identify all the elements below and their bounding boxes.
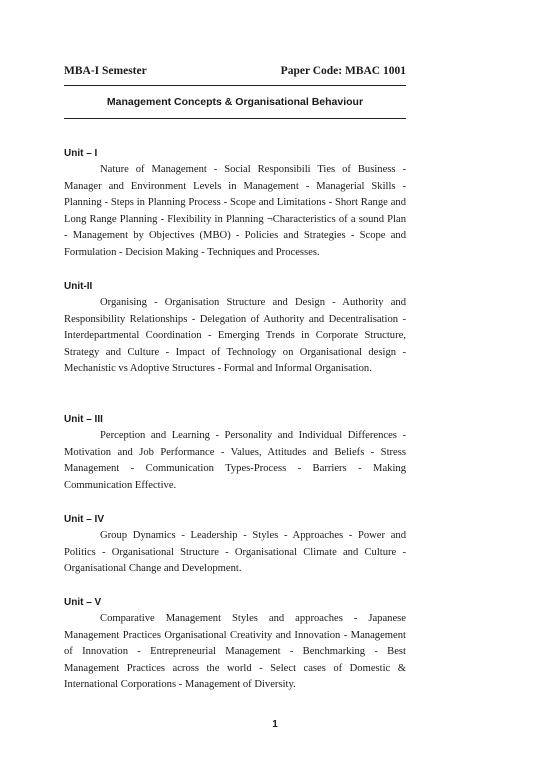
unit-heading: Unit – III [64, 414, 103, 425]
unit-body: Perception and Learning - Personality and Individual Differences - Motivation and Job Performance - Values, Attitudes and Beliefs - Stress Management - Communication Types-Process - Barriers - Making Communication Effective. [64, 430, 406, 491]
header-rule-top [64, 85, 406, 86]
unit-section-3 [64, 413, 406, 494]
page-header [64, 64, 406, 78]
document-title: Management Concepts & Organisational Behaviour [106, 96, 364, 108]
unit-section-5 [64, 596, 406, 694]
unit-heading: Unit – I [64, 148, 98, 159]
unit-heading: Unit – IV [64, 514, 105, 525]
unit-body: Nature of Management - Social Responsibili Ties of Business - Manager and Environment Levels in Management - Managerial Skills - Planning - Steps in Planning Process - Scope and Limitations - Short Range and Long Range Planning - Flexibility in Planning ¬Characteristics of a sound Plan - Management by Objectives (MBO) - Policies and Strategies - Scope and Formulation - Decision Making - Techniques and Processes. [64, 164, 406, 258]
unit-section-1 [64, 147, 406, 262]
unit-body: Group Dynamics - Leadership - Styles - Approaches - Power and Politics - Organisational Structure - Organisational Climate and Culture - Organisational Change and Development. [64, 530, 406, 575]
unit-heading: Unit – V [64, 597, 102, 608]
header-rule-bottom [64, 118, 406, 119]
unit-section-2 [64, 280, 406, 378]
semester-label: MBA-I Semester [64, 65, 147, 77]
unit-section-4 [64, 513, 406, 578]
paper-code-label: Paper Code: MBAC 1001 [280, 65, 406, 77]
unit-body: Comparative Management Styles and approaches - Japanese Management Practices Organisational Creativity and Innovation - Management of Innovation - Entrepreneurial Management - Benchmarking - Best Management Practices across the world - Select cases of Domestic & International Corporations - Management of Diversity. [64, 613, 406, 691]
page-number: 1 [272, 719, 278, 730]
unit-body: Organising - Organisation Structure and Design - Authority and Responsibility Relationships - Delegation of Authority and Decentralisation - Interdepartmental Coordination - Emerging Trends in Corporate Structure, Strategy and Culture - Impact of Technology on Organisational design - Mechanistic vs Adoptive Structures - Formal and Informal Organisation. [64, 297, 406, 375]
unit-heading: Unit-II [64, 281, 93, 292]
